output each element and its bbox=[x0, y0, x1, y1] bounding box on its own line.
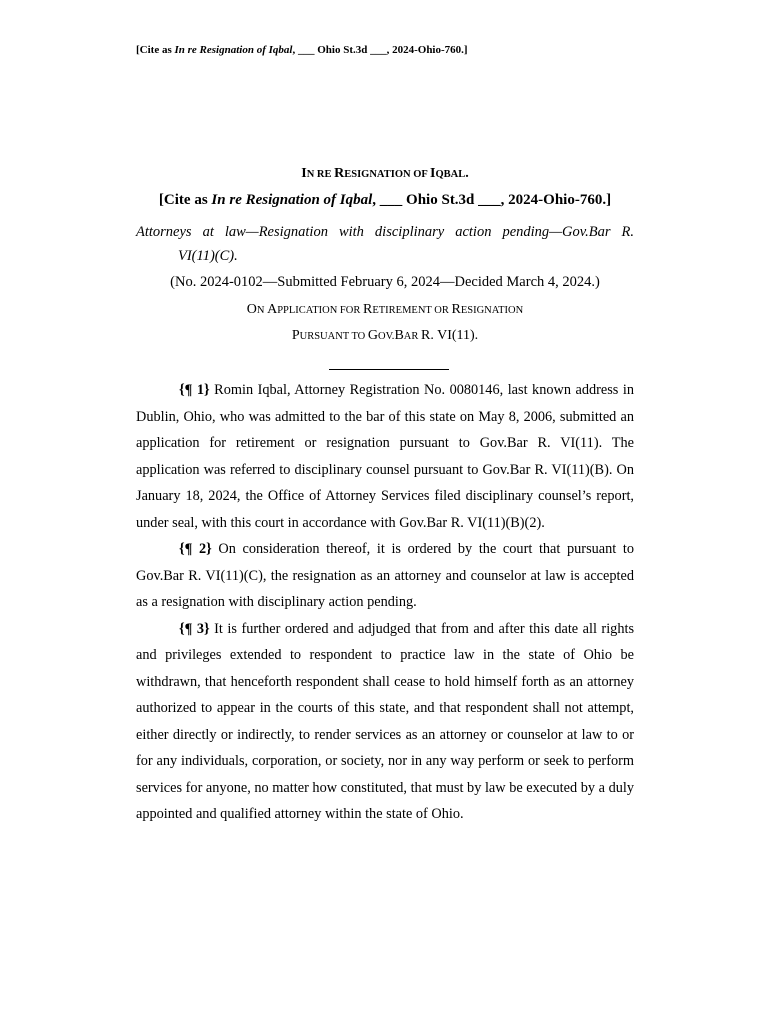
paragraph-text: Romin Iqbal, Attorney Registration No. 0080146, last known address in Dublin, Ohio, who was admitted to the bar of this state on May 8, 2006, submitted an application for retirement or resignation pursuant to Gov.Bar R. VI(11). The application was referred to disciplinary counsel pursuant to Gov.Bar R. VI(11)(B). On January 18, 2024, the Office of Attorney Services filed disciplinary counsel’s report, under seal, with this court in accordance with Gov.Bar R. VI(11)(B)(2). bbox=[136, 382, 634, 531]
headnote-line-2: VI(11)(C). bbox=[178, 248, 238, 264]
citation-line: [Cite as In re Resignation of Iqbal, ___ Ohio St.3d ___, 2024-Ohio-760.] bbox=[158, 192, 612, 208]
paragraph-1 bbox=[136, 377, 634, 536]
paragraph-2 bbox=[136, 536, 634, 616]
paragraph-text: On consideration thereof, it is ordered by the court that pursuant to Gov.Bar R. VI(11)(C), the resignation as an attorney and counselor at law is accepted as a resignation with disciplinary action pending. bbox=[136, 541, 635, 610]
paragraph-mark: {¶ 1} bbox=[179, 382, 210, 398]
headnote-line-1: Attorneys at law—Resignation with disciplinary action pending—Gov.Bar R. bbox=[136, 224, 634, 240]
case-title: IN RE RESIGNATION OF IQBAL. bbox=[301, 166, 469, 181]
application-heading-line-1: ON APPLICATION FOR RETIREMENT OR RESIGNATION bbox=[246, 302, 524, 317]
paragraph-3 bbox=[136, 616, 634, 828]
opinion-body bbox=[136, 377, 634, 828]
running-head: [Cite as In re Resignation of Iqbal, ___ Ohio St.3d ___, 2024-Ohio-760.] bbox=[136, 44, 468, 56]
citation-case-name: In re Resignation of Iqbal bbox=[211, 192, 373, 208]
paragraph-mark: {¶ 2} bbox=[179, 541, 212, 557]
paragraph-text: It is further ordered and adjudged that from and after this date all rights and privileges extended to respondent to practice law in the state of Ohio be withdrawn, that henceforth respondent shall cease to hold himself forth as an attorney authorized to appear in the courts of this state, and that respondent shall not attempt, either directly or indirectly, to render services as an attorney or counselor at law to or for any individuals, corporation, or society, nor in any way perform or seek to perform services for anyone, no matter how constituted, that must by law be executed by a duly appointed and qualified attorney within the state of Ohio. bbox=[136, 620, 635, 822]
running-head-case-name: In re Resignation of Iqbal bbox=[174, 44, 293, 56]
section-divider bbox=[329, 369, 449, 370]
docket-line: (No. 2024-0102—Submitted February 6, 2024—Decided March 4, 2024.) bbox=[170, 274, 600, 290]
paragraph-mark: {¶ 3} bbox=[179, 620, 210, 637]
application-heading-line-2: PURSUANT TO GOV.BAR R. VI(11). bbox=[291, 328, 479, 343]
